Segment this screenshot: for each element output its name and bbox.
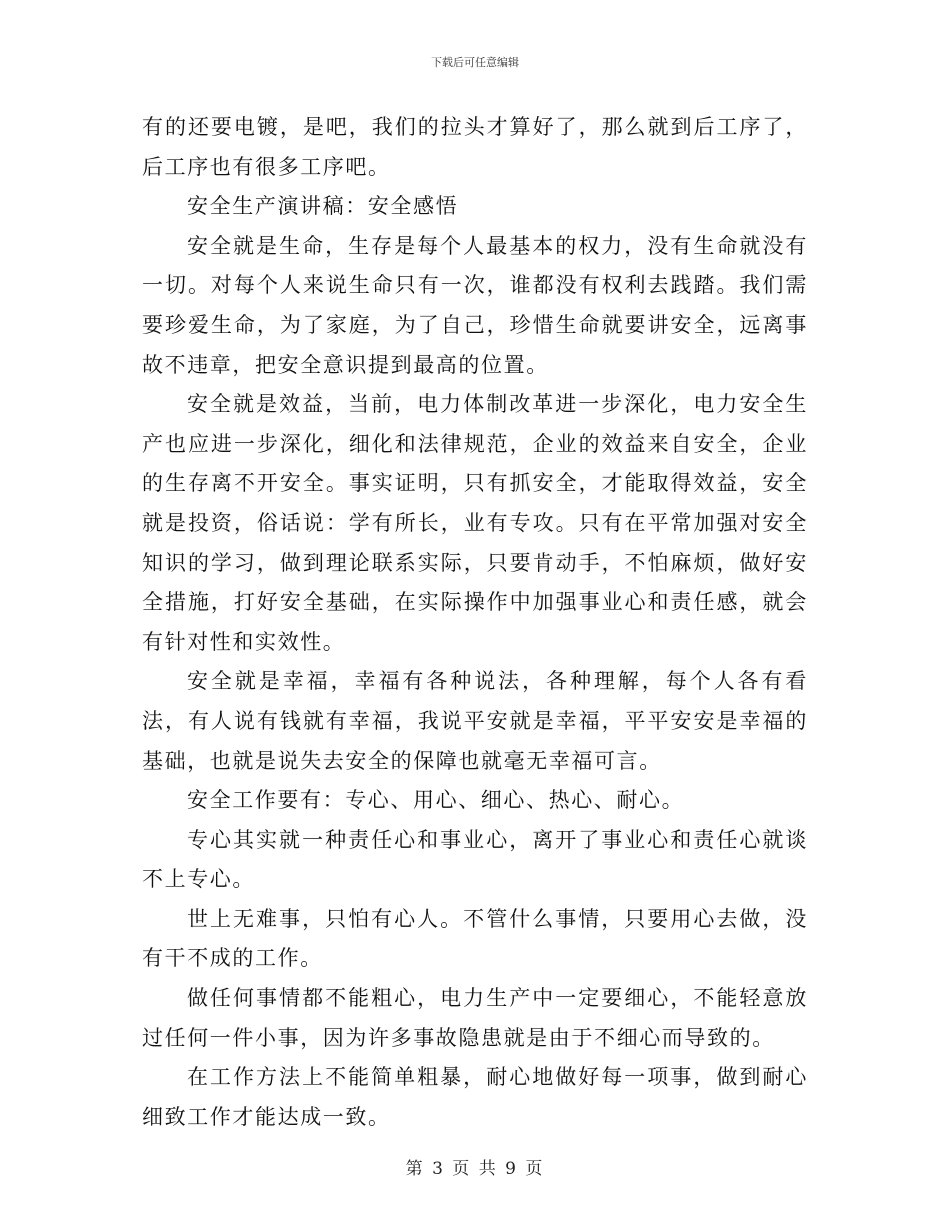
paragraph: 专心其实就一种责任心和事业心，离开了事业心和责任心就谈不上专心。 [142, 827, 808, 892]
paragraph: 安全工作要有：专心、用心、细心、热心、耐心。 [187, 788, 685, 813]
paragraph: 世上无难事，只怕有心人。不管什么事情，只要用心去做，没有干不成的工作。 [142, 906, 808, 971]
paragraph: 做任何事情都不能粗心，电力生产中一定要细心，不能轻意放过任何一件小事，因为许多事故隐患就是由于不细心而导致的。 [142, 986, 808, 1050]
document-body [142, 108, 808, 1137]
paragraph: 在工作方法上不能简单粗暴，耐心地做好每一项事，做到耐心细致工作才能达成一致。 [142, 1065, 808, 1129]
section-title: 安全生产演讲稿：安全感悟 [187, 194, 459, 219]
paragraph: 有的还要电镀，是吧，我们的拉头才算好了，那么就到后工序了，后工序也有很多工序吧。 [142, 115, 808, 179]
page-header: 下载后可任意编辑 [431, 56, 519, 69]
paragraph: 安全就是效益，当前，电力体制改革进一步深化，电力安全生产也应进一步深化，细化和法律规范，企业的效益来自安全，企业的生存离不开安全。事实证明，只有抓安全，才能取得效益，安全就是投资，俗话说：学有所长，业有专攻。只有在平常加强对安全知识的学习，做到理论联系实际，只要肯动手，不怕麻烦，做好安全措施，打好安全基础，在实际操作中加强事业心和责任感，就会有针对性和实效性。 [142, 392, 808, 654]
paragraph: 安全就是生命，生存是每个人最基本的权力，没有生命就没有一切。对每个人来说生命只有一次，谁都没有权利去践踏。我们需要珍爱生命，为了家庭，为了自己，珍惜生命就要讲安全，远离事故不违章，把安全意识提到最高的位置。 [142, 233, 808, 377]
paragraph: 安全就是幸福，幸福有各种说法，各种理解，每个人各有看法，有人说有钱就有幸福，我说平安就是幸福，平平安安是幸福的基础，也就是说失去安全的保障也就毫无幸福可言。 [142, 669, 808, 773]
page-number-footer: 第 3 页 共 9 页 [405, 1159, 545, 1179]
